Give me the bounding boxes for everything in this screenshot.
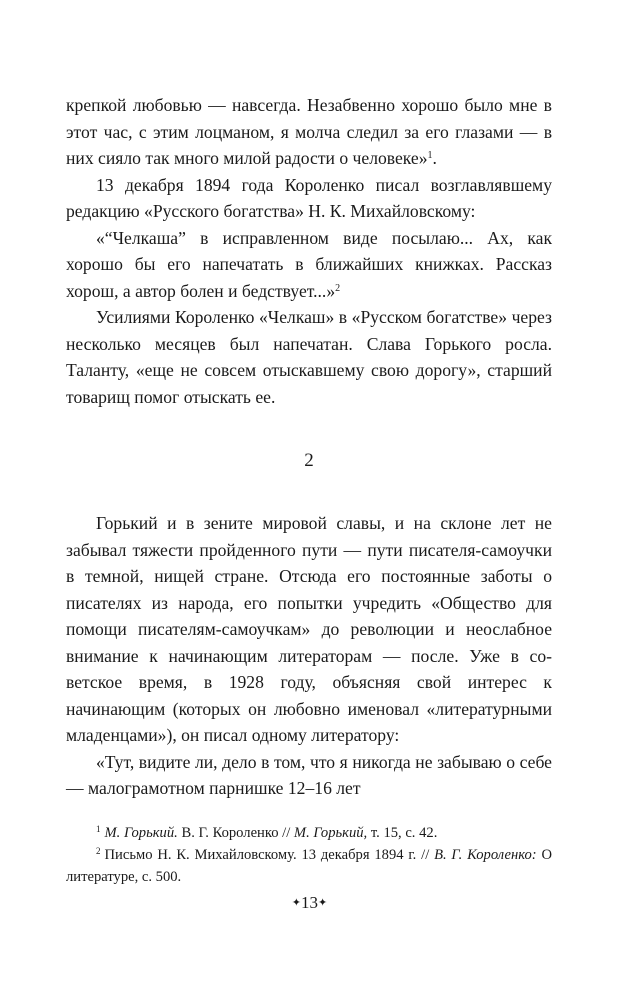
paragraph-2: 13 декабря 1894 года Короленко писал возглавлявшему редакцию «Русского богатства» Н. К. Михайловскому: bbox=[66, 174, 552, 221]
paragraph-4: Усилиями Короленко «Челкаш» в «Русском богатстве» через несколько месяцев был напечатан. Слава Горького росла. Таланту, «еще не совсем отыскавшему свою дорогу», старший товарищ помог отыскать ее. bbox=[66, 307, 552, 407]
main-text bbox=[66, 92, 552, 802]
section-number: 2 bbox=[304, 450, 314, 471]
footnote-ref-1[interactable]: 1 bbox=[427, 150, 433, 161]
paragraph-6: «Тут, видите ли, дело в том, что я никогда не забываю о себе — малограмотном парнишке 12–16 лет bbox=[66, 751, 552, 798]
footnote-2: $^2$ Письмо Н. К. Михайловскому. 13 декабря 1894 г. // В. Г. Короленко: О литературе, с. 500. bbox=[66, 846, 552, 885]
footnotes bbox=[66, 822, 552, 888]
paragraph-5: Горький и в зените мировой славы, и на склоне лет не забывал тяжести пройденного пути — пути писателя-самоучки в темной, нищей стране. Отсюда его постоянные заботы о писателях из народа, его попытки учредить «Общество для помощи писателям-самоучкам» до революции и неослабное внимание к начинающим литераторам — после. Уже в советское время, в 1928 году, объясняя свой интерес к начинающим (которых он любовно именовал «литературными младенцами»), он писал одному литератору: bbox=[66, 513, 552, 745]
ornament-right-icon: ✦ bbox=[318, 897, 328, 909]
paragraph-1: крепкой любовью — навсегда. Незабвенно хорошо было мне в этот час, с этим лоцманом, я молча следил за его глазами — в них сияло так много милой радости о человеке»$^1$. bbox=[66, 95, 552, 168]
quote-paragraph: «“Челкаша” в исправленном виде посылаю... Ах, как хорошо бы его напечатать в ближайших книжках. Рассказ хорош, а автор болен и бедствует...»$^2$ bbox=[66, 227, 552, 301]
page-number bbox=[0, 891, 619, 915]
footnote-1: $^1$ М. Горький. В. Г. Короленко // М. Горький, т. 15, с. 42. bbox=[96, 824, 438, 841]
footnote-ref-2[interactable]: 2 bbox=[335, 282, 341, 294]
page-number-text: 13 bbox=[301, 893, 318, 912]
ornament-left-icon: ✦ bbox=[291, 897, 301, 909]
